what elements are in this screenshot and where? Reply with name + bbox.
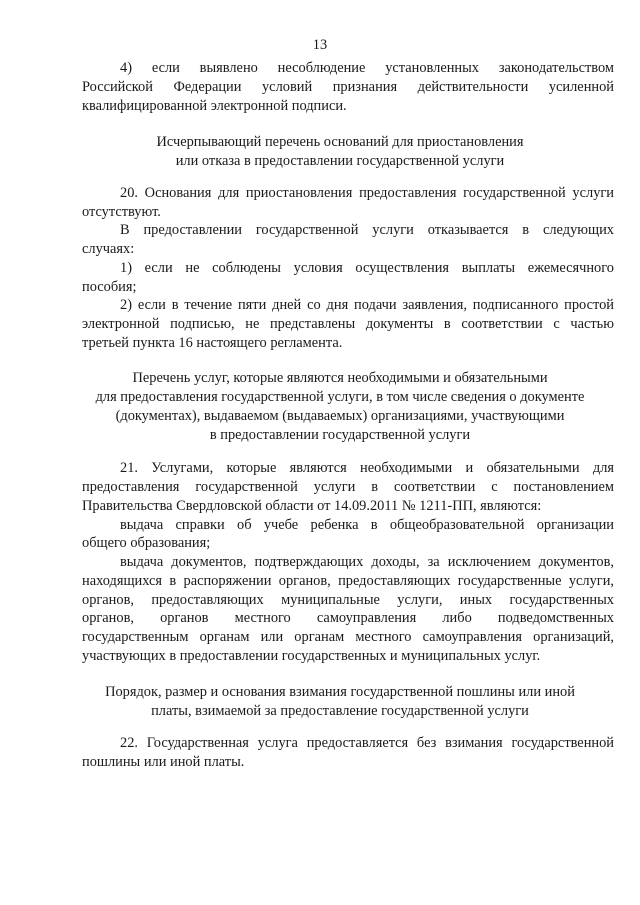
- text-line: общего образования;: [82, 535, 211, 551]
- text-line: В предоставлении государственной услуги отказывается в следующих: [120, 222, 614, 238]
- text-line: органов, предоставляющих муниципальные услуги, иных государственных: [82, 592, 614, 608]
- page-number: 13: [312, 37, 328, 53]
- text-line: третьей пункта 16 настоящего регламента.: [82, 335, 343, 351]
- text-line: пособия;: [82, 279, 137, 295]
- text-line: квалифицированной электронной подписи.: [82, 98, 347, 114]
- heading-line: платы, взимаемой за предоставление государственной услуги: [151, 703, 529, 719]
- text-line: случаях:: [82, 241, 135, 257]
- text-line: 2) если в течение пяти дней со дня подачи заявления, подписанного простой: [120, 297, 614, 313]
- text-line: отсутствуют.: [82, 204, 161, 220]
- text-line: органов, органов местного самоуправления либо подведомственных: [82, 610, 614, 626]
- heading-line: в предоставлении государственной услуги: [209, 427, 471, 443]
- text-line: электронной подписью, не представлены документы в соответствии с частью: [82, 316, 614, 332]
- heading-line: Перечень услуг, которые являются необходимыми и обязательными: [132, 370, 548, 386]
- text-line: государственным органам или органам местного самоуправления организаций,: [82, 629, 614, 645]
- text-line: 1) если не соблюдены условия осуществления выплаты ежемесячного: [120, 260, 614, 276]
- text-line: Правительства Свердловской области от 14.09.2011 № 1211-ПП, являются:: [82, 498, 542, 514]
- text-line: 4) если выявлено несоблюдение установленных законодательством: [120, 60, 614, 76]
- text-line: 20. Основания для приостановления предоставления государственной услуги: [120, 185, 614, 201]
- text-line: пошлины или иной платы.: [82, 754, 245, 770]
- text-line: участвующих в предоставлении государственных и муниципальных услуг.: [82, 648, 541, 664]
- heading-line: Исчерпывающий перечень оснований для приостановления: [156, 134, 524, 150]
- heading-line: (документах), выдаваемом (выдаваемых) организациями, участвующими: [115, 408, 565, 424]
- heading-line: или отказа в предоставлении государственной услуги: [175, 153, 505, 169]
- text-line: 22. Государственная услуга предоставляется без взимания государственной: [120, 735, 614, 751]
- text-line: Российской Федерации условий признания действительности усиленной: [82, 79, 614, 95]
- heading-line: Порядок, размер и основания взимания государственной пошлины или иной: [105, 684, 575, 700]
- text-line: находящихся в распоряжении органов, предоставляющих государственные услуги,: [82, 573, 614, 589]
- text-line: предоставления государственной услуги в соответствии с постановлением: [82, 479, 614, 495]
- text-line: 21. Услугами, которые являются необходимыми и обязательными для: [120, 460, 614, 476]
- heading-line: для предоставления государственной услуги, в том числе сведения о документе: [95, 389, 585, 405]
- text-line: выдача документов, подтверждающих доходы, за исключением документов,: [120, 554, 614, 570]
- text-line: выдача справки об учебе ребенка в общеобразовательной организации: [120, 517, 614, 533]
